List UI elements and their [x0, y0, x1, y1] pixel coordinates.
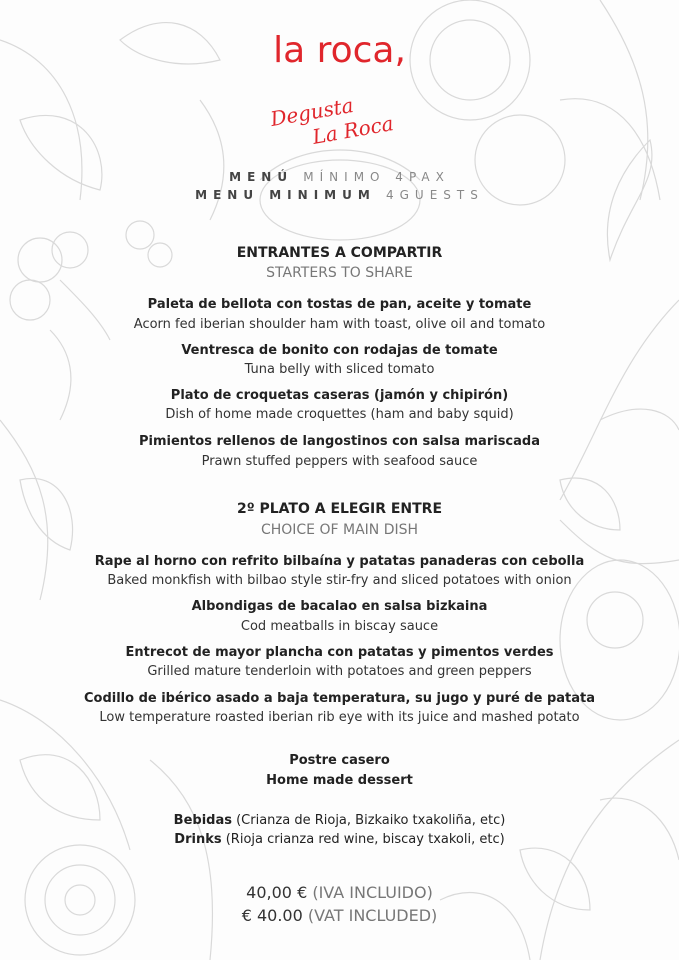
- starter-item-en: Acorn fed iberian shoulder ham with toast, olive oil and tomato: [133, 317, 546, 332]
- price-en-note: (VAT INCLUDED): [302, 906, 438, 925]
- price-es: [0, 883, 679, 902]
- main-item-es: Rape al horno con refrito bilbaína y patatas panaderas con cebolla: [94, 554, 585, 569]
- tagline-degusta: Degusta: [268, 92, 356, 132]
- main-item-es: Codillo de ibérico asado a baja temperatura, su jugo y puré de patata: [83, 691, 596, 706]
- starters-subtitle: STARTERS TO SHARE: [266, 265, 413, 281]
- starter-item-es: Plato de croquetas caseras (jamón y chipirón): [170, 388, 509, 403]
- main-item-en: Low temperature roasted iberian rib eye with its juice and mashed potato: [99, 710, 580, 725]
- starters-title: ENTRANTES A COMPARTIR: [236, 245, 443, 261]
- brand-logo: la roca,: [273, 30, 406, 71]
- mains-subtitle: CHOICE OF MAIN DISH: [260, 522, 419, 538]
- main-item-es: Albondigas de bacalao en salsa bizkaina: [191, 599, 488, 614]
- menu-minimum-en: [0, 188, 679, 202]
- dessert-es: Postre casero: [289, 753, 390, 768]
- price-es-note: (IVA INCLUIDO): [307, 883, 433, 902]
- starter-item-en: Prawn stuffed peppers with seafood sauce: [201, 454, 478, 469]
- main-item-en: Grilled mature tenderloin with potatoes and green peppers: [147, 664, 532, 679]
- main-item-en: Baked monkfish with bilbao style stir-fry and sliced potatoes with onion: [107, 573, 572, 588]
- drinks-en-detail: (Rioja crianza red wine, biscay txakoli, etc): [221, 832, 505, 847]
- menu-en-light: 4GUESTS: [385, 188, 484, 202]
- price-en-value: € 40.00: [241, 906, 303, 925]
- menu-es-light: MÍNIMO 4PAX: [303, 170, 450, 184]
- tagline-la-roca: La Roca: [310, 111, 396, 149]
- main-item-es: Entrecot de mayor plancha con patatas y pimentos verdes: [125, 645, 554, 660]
- main-item-en: Cod meatballs in biscay sauce: [240, 619, 439, 634]
- price-en: [0, 906, 679, 925]
- drinks-es: [0, 813, 679, 828]
- starter-item-es: Pimientos rellenos de langostinos con salsa mariscada: [138, 434, 540, 449]
- menu-es-strong: MENÚ: [229, 170, 294, 184]
- menu-en-strong: MENU MINIMUM: [195, 188, 376, 202]
- starter-item-es: Ventresca de bonito con rodajas de tomate: [181, 343, 498, 358]
- drinks-en-label: Drinks: [174, 832, 222, 847]
- mains-title: 2º PLATO A ELEGIR ENTRE: [236, 501, 443, 517]
- starter-item-en: Dish of home made croquettes (ham and baby squid): [165, 407, 514, 422]
- menu-minimum-es: [0, 170, 679, 184]
- starter-item-en: Tuna belly with sliced tomato: [244, 362, 435, 377]
- drinks-es-detail: (Crianza de Rioja, Bizkaiko txakoliña, etc): [231, 813, 506, 828]
- price-es-value: 40,00 €: [246, 883, 308, 902]
- starter-item-es: Paleta de bellota con tostas de pan, aceite y tomate: [147, 297, 532, 312]
- drinks-en: [0, 832, 679, 847]
- drinks-es-label: Bebidas: [173, 813, 232, 828]
- dessert-en: Home made dessert: [266, 773, 413, 788]
